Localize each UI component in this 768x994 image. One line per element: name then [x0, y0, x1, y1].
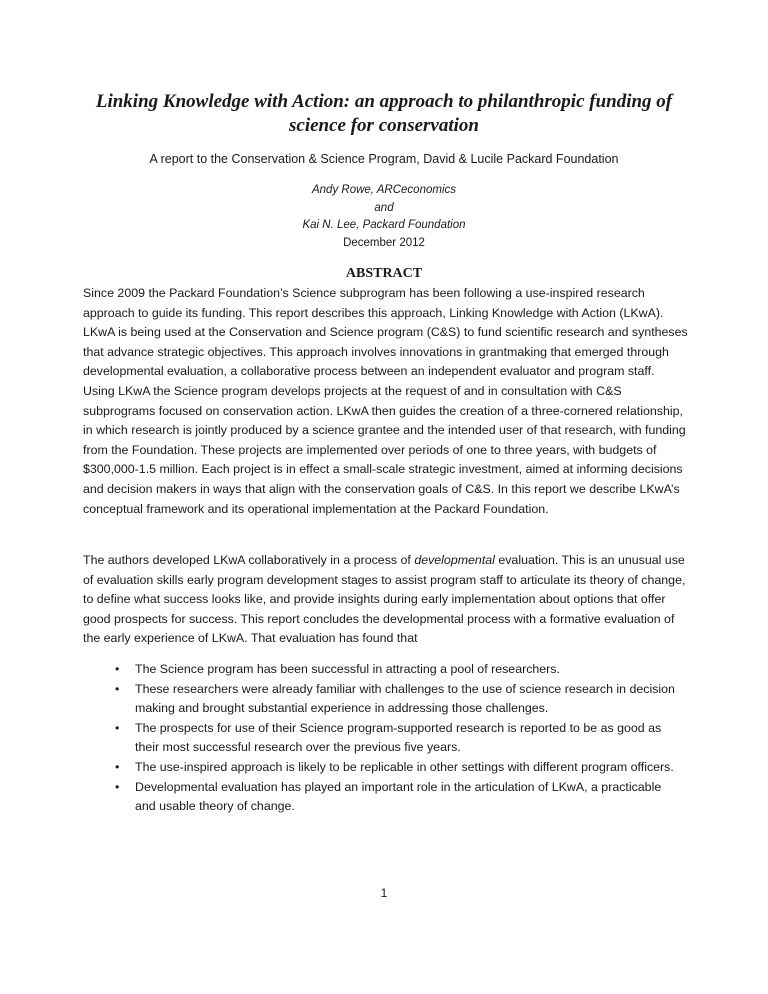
author-2: Kai N. Lee, Packard Foundation — [302, 219, 466, 231]
author-block — [80, 182, 688, 252]
author-1: Andy Rowe, ARCeconomics — [311, 184, 457, 196]
paragraph-2-emphasis: developmental — [414, 553, 495, 567]
document-subtitle: A report to the Conservation & Science Program, David & Lucile Packard Foundation — [149, 152, 619, 166]
bullet-icon: • — [115, 681, 120, 696]
list-item — [115, 680, 675, 719]
findings-list — [115, 660, 675, 817]
abstract-heading: ABSTRACT — [345, 266, 423, 281]
bullet-icon: • — [115, 720, 120, 735]
bullet-icon: • — [115, 779, 120, 794]
list-item — [115, 758, 675, 778]
abstract-paragraph-1: Since 2009 the Packard Foundation’s Science subprogram has been following a use-inspired research approach to guide its funding. This report describes this approach, Linking Knowledge with Action (LKwA). LKwA is being used at the Conservation and Science program (C&S) to fund scientific research and syntheses that advance strategic objectives. This approach involves innovations in grantmaking that emerged through developmental evaluation, a collaborative process between an independent evaluator and program staff. Using LKwA the Science program develops projects at the request of and in consultation with C&S subprograms focused on conservation action. LKwA then guides the creation of a three-cornered relationship, in which research is jointly produced by a science grantee and the intended user of that research, with funding from the Foundation. These projects are implemented over periods of one to three years, with budgets of $300,000-1.5 million. Each project is in effect a small-scale strategic investment, aimed at informing decisions and decision makers in ways that align with the conservation goals of C&S. In this report we describe LKwA’s conceptual framework and its operational implementation at the Packard Foundation. — [83, 286, 688, 516]
bullet-icon: • — [115, 662, 120, 676]
list-item-text: Developmental evaluation has played an important role in the articulation of LKwA, a practicable and usable theory of change. — [135, 779, 662, 814]
list-item-text: These researchers were already familiar with challenges to the use of science research in decision making and brought substantial experience in addressing those challenges. — [135, 681, 675, 716]
list-item — [115, 660, 675, 680]
bullet-icon: • — [115, 759, 120, 774]
paragraph-2-text-after: evaluation. This is an unusual use of evaluation skills early program development stages to assist program staff to articulate its theory of change, to define what success looks like, and provide insights during early implementation about options that offer good prospects for success. This report concludes the developmental process with a formative evaluation of the early experience of LKwA. That evaluation has found that — [83, 553, 686, 646]
abstract-paragraph-2 — [83, 551, 689, 649]
document-title: Linking Knowledge with Action: an approach to philanthropic funding of science for conservation — [95, 91, 673, 136]
list-item-text: The Science program has been successful in attracting a pool of researchers. — [135, 662, 560, 676]
author-conjunction: and — [374, 201, 394, 214]
list-item-text: The prospects for use of their Science program-supported research is reported to be as good as their most successful research over the previous five years. — [135, 720, 662, 755]
paragraph-2-text-before: The authors developed LKwA collaboratively in a process of — [83, 553, 415, 567]
report-date: December 2012 — [343, 236, 425, 249]
list-item — [115, 719, 675, 758]
list-item-text: The use-inspired approach is likely to be replicable in other settings with different program officers. — [135, 759, 674, 774]
list-item — [115, 778, 675, 817]
page-number: 1 — [380, 886, 388, 900]
